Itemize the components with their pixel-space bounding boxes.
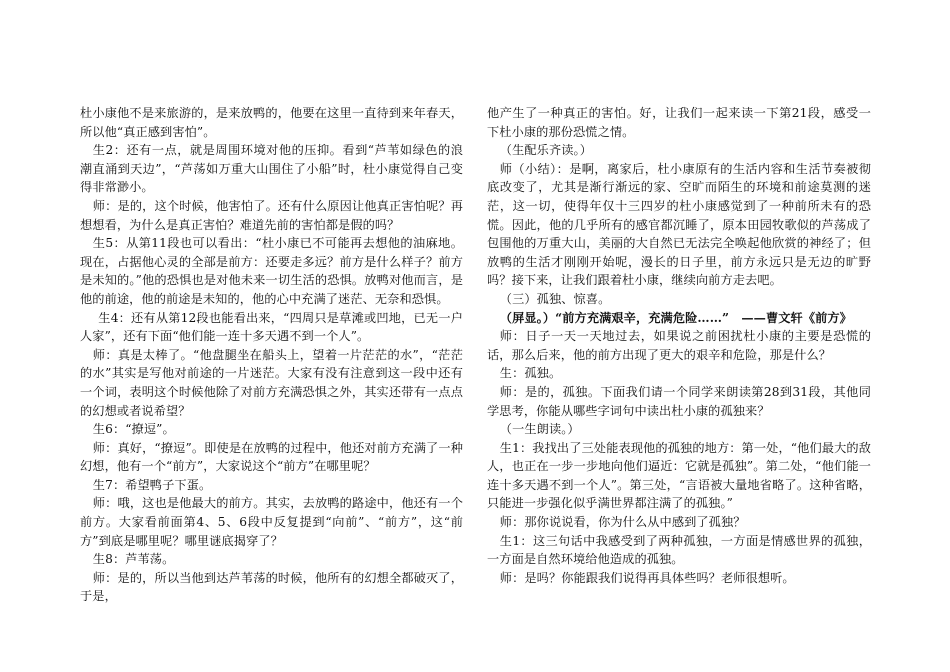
paragraph: 师：是的，孤独。下面我们请一个同学来朗读第28到31段，其他同学思考，你能从哪些字词句中读出杜小康的孤独来？ (487, 384, 871, 418)
paragraph: 他产生了一种真正的害怕。好，让我们一起来读一下第21段，感受一下杜小康的那份恐慌之情。 (487, 106, 871, 139)
paragraph: 师：日子一天一天地过去，如果说之前困扰杜小康的主要是恐慌的话，那么后来，他的前方出现了更大的艰辛和危险，那是什么？ (487, 329, 871, 362)
paragraph: 师：是的，这个时候，他害怕了。还有什么原因让他真正害怕呢？再想想看，为什么是真正害怕？难道先前的害怕都是假的吗？ (80, 198, 463, 232)
paragraph: （三）孤独、惊喜。 (499, 291, 611, 306)
paragraph: 生2：还有一点，就是周围环境对他的压抑。看到“芦苇如绿色的浪潮直涌到天边”，“芦荡如万重大山围住了小船”时，杜小康觉得自己变得非常渺小。 (80, 143, 463, 195)
paragraph: （屏显。）“前方充满艰辛，充满危险……” ——曹文轩《前方》 (499, 310, 852, 325)
paragraph: 师：真是太棒了。“他盘腿坐在船头上，望着一片茫茫的水”，“茫茫的水”其实是写他对前途的一片迷茫。大家有没有注意到这一段中还有一个词，表明这个时候他除了对前方充满恐惧之外，其实还带有一点点的幻想或者说希望？ (80, 347, 463, 418)
paragraph: 师：是的，所以当他到达芦苇荡的时候，他所有的幻想全都破灭了，于是， (80, 570, 463, 604)
paragraph: 师（小结）：是啊，离家后，杜小康原有的生活内容和生活节奏被彻底改变了，尤其是渐行渐远的家、空旷而陌生的环境和前途莫测的迷茫，这一切，使得年仅十三四岁的杜小康感觉到了一种前所未有的恐慌。因此，他的几乎所有的感官都沉睡了，原本田园牧歌似的芦荡成了包围他的万重大山，美丽的大自然已无法完全唤起他欣赏的神经了；但放鸭的生活才刚刚开始呢，漫长的日子里，前方永远只是无边的旷野吗？接下来，让我们跟着杜小康，继续向前方走去吧。 (487, 161, 871, 288)
paragraph: （一生朗读。） (499, 422, 580, 437)
paragraph: 师：是吗？你能跟我们说得再具体些吗？老师很想听。 (499, 570, 795, 585)
paragraph: 生8：芦苇荡。 (92, 552, 175, 567)
paragraph: （生配乐齐读。） (499, 143, 592, 158)
paragraph: 生5：从第11段也可以看出：“杜小康已不可能再去想他的油麻地。现在，占据他心灵的全部是前方：还要走多远？前方是什么样子？前方是未知的。”他的恐惧也是对他未来一切生活的恐惧。放鸭对他而言，是他的前途，他的前途是未知的，他的心中充满了迷茫、无奈和恐惧。 (80, 236, 463, 306)
paragraph: 师：真好，“撩逗”。即使是在放鸭的过程中，他还对前方充满了一种幻想，他有一个“前方”，大家说这个“前方”在哪里呢？ (80, 440, 463, 474)
right-column (487, 104, 871, 587)
left-column (80, 104, 463, 606)
paragraph: 师：哦，这也是他最大的前方。其实，去放鸭的路途中，他还有一个前方。大家看前面第4、5、6段中反复提到“向前”、“前方”，这“前方”到底是哪里呢？哪里谜底揭穿了？ (80, 496, 463, 548)
paragraph: 杜小康他不是来旅游的，是来放鸭的，他要在这里一直待到来年春天，所以他“真正感到害怕”。 (80, 106, 463, 139)
paragraph: 生1：我找出了三处能表现他的孤独的地方：第一处，“他们最大的敌人，也正在一步一步地向他们逼近：它就是孤独”。第二处，“他们能一连十多天遇不到一个人”。第三处，“言语被大量地省略了。这种省略，只能进一步强化似乎满世界都注满了的孤独。” (487, 440, 871, 511)
paragraph: 生4：还有从第12段也能看出来，“四周只是草滩或凹地，已无一户人家”，还有下面“他们能一连十多天遇不到一个人”。 (80, 310, 463, 344)
paragraph: 师：那你说说看，你为什么从中感到了孤独？ (499, 515, 746, 530)
paragraph: 生6：“撩逗”。 (92, 422, 175, 437)
paragraph: 生：孤独。 (499, 366, 562, 381)
paragraph: 生7：希望鸭子下蛋。 (92, 477, 212, 492)
paragraph: 生1：这三句话中我感受到了两种孤独，一方面是情感世界的孤独，一方面是自然环境给他造成的孤独。 (487, 533, 871, 567)
